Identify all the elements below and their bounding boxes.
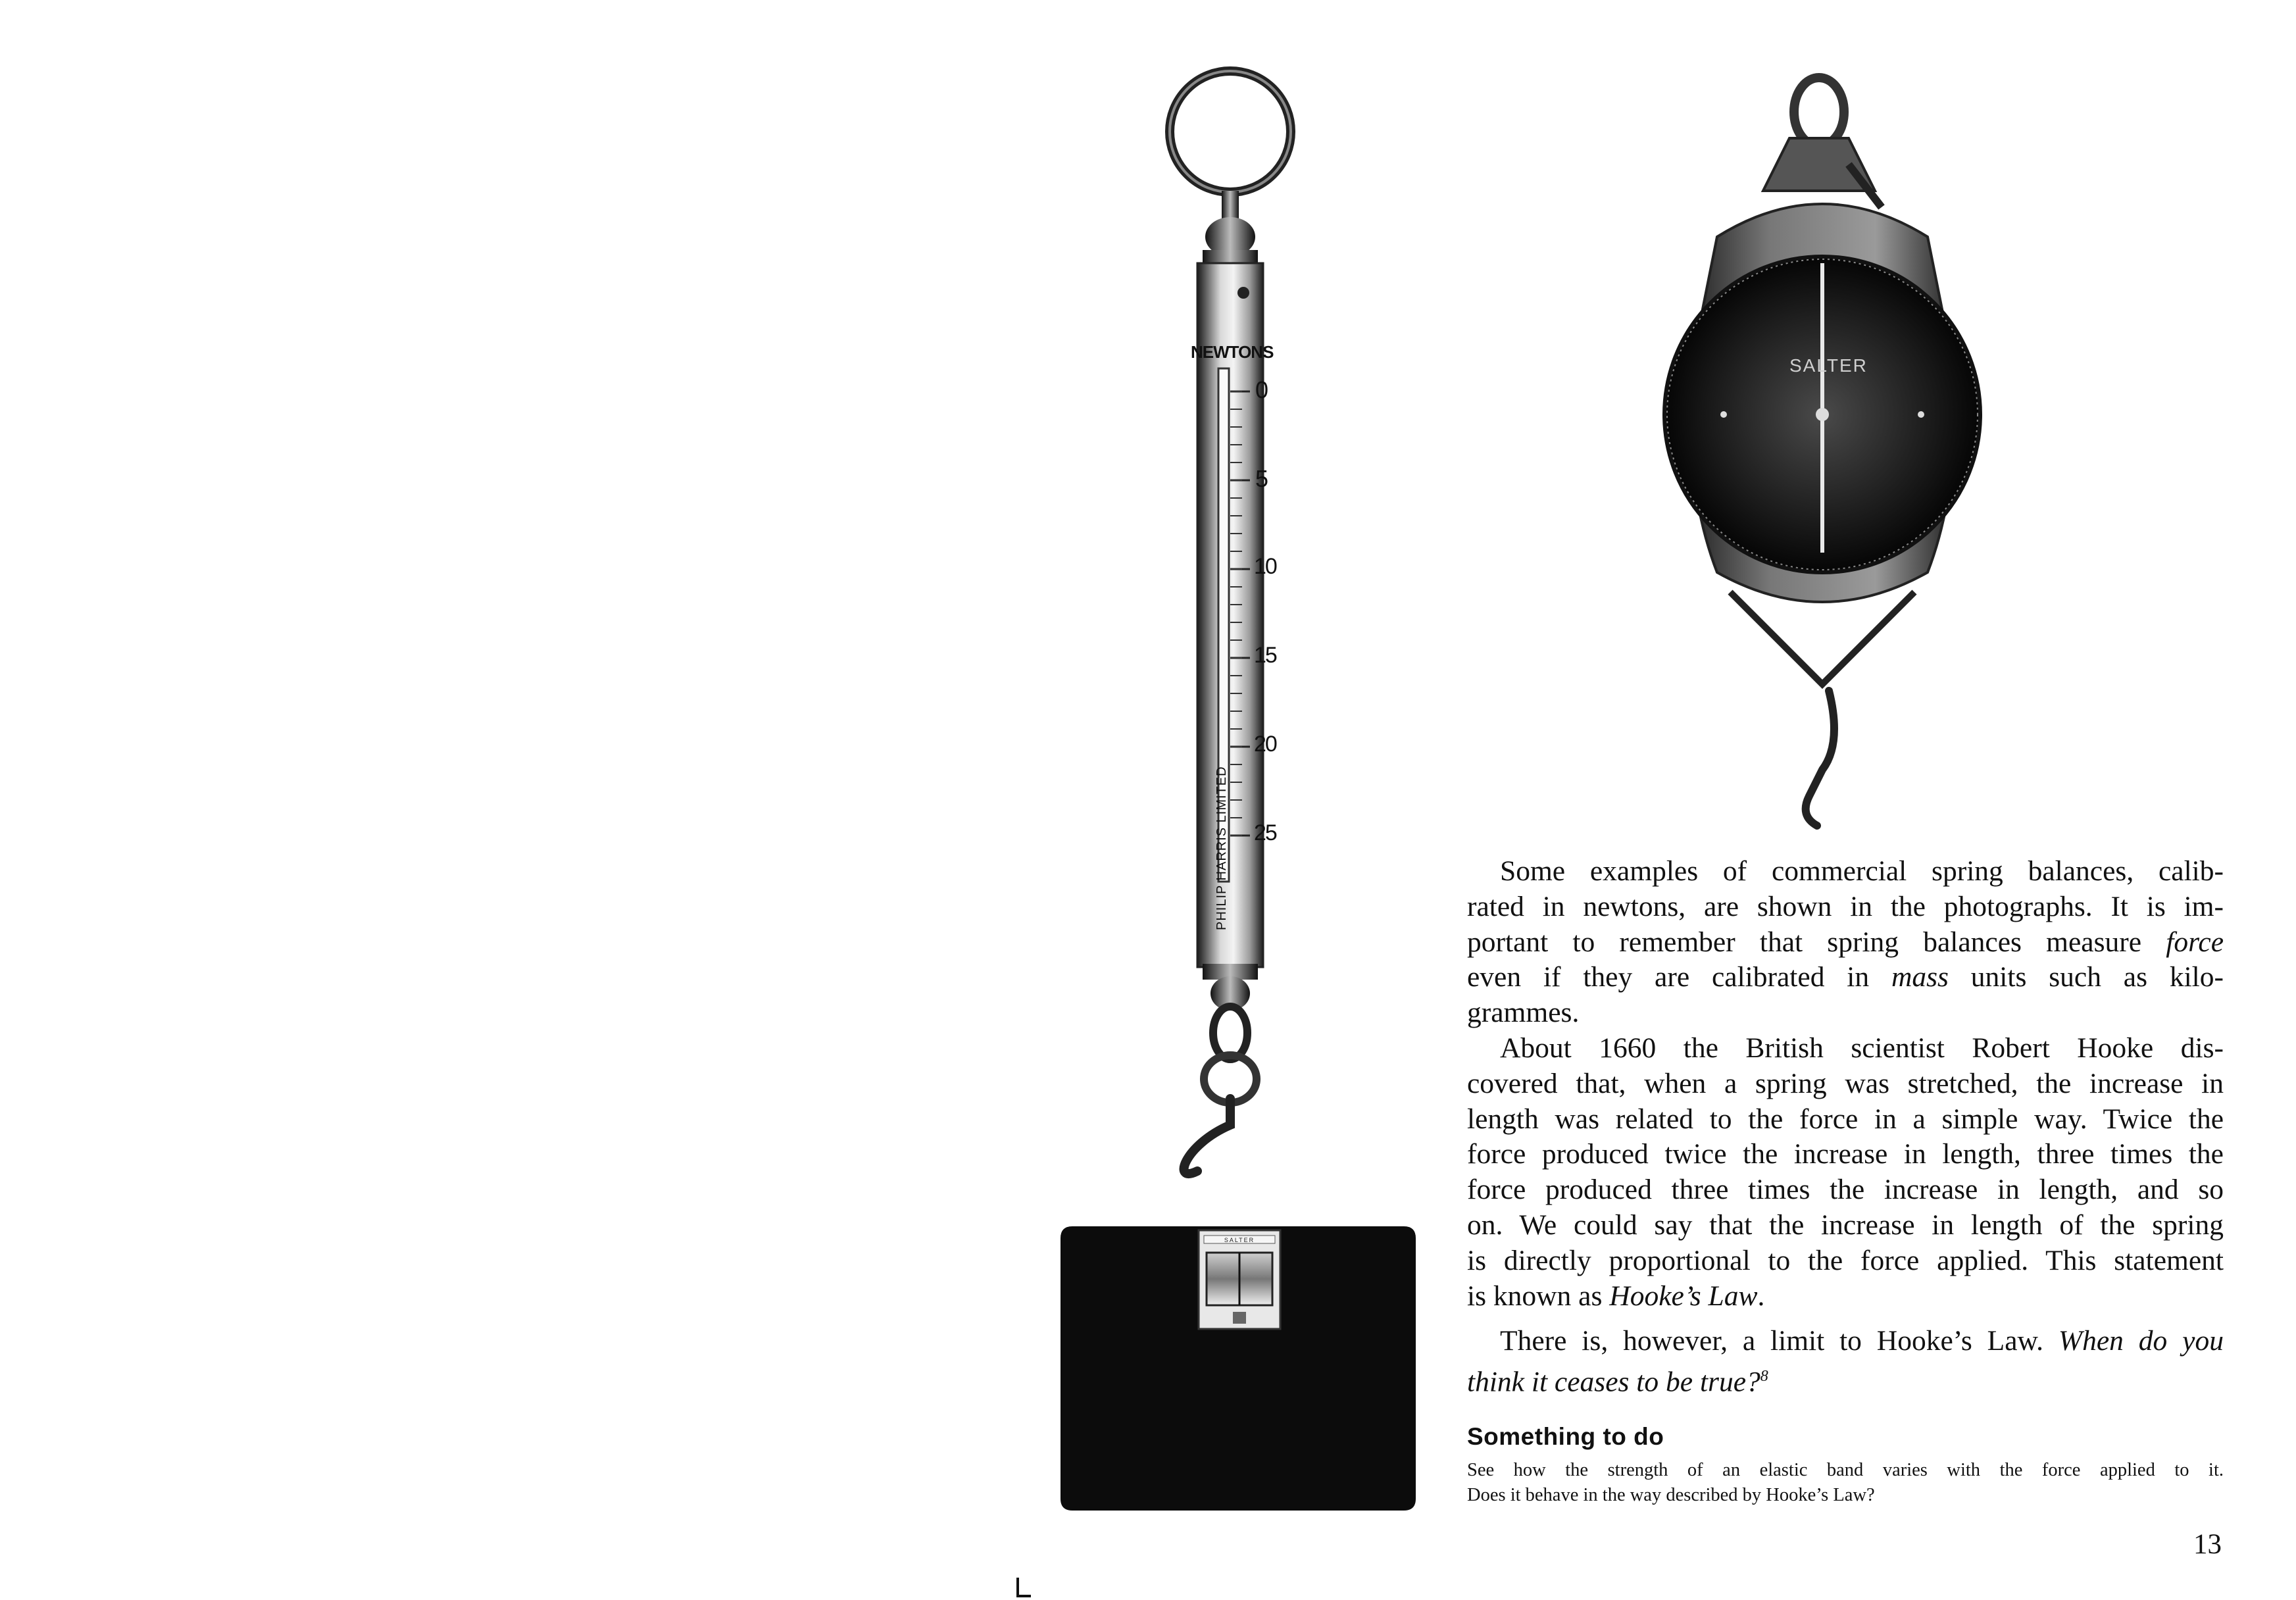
crop-mark-foot <box>1016 1595 1031 1597</box>
para2-line-4: force produced twice the increase in length, three times the <box>1467 1138 2224 1170</box>
footnote-marker: 8 <box>1760 1367 1768 1385</box>
para3-question-part2: think it ceases to be true? <box>1467 1366 1760 1398</box>
hookes-law-term: Hooke’s Law <box>1609 1280 1758 1312</box>
activity-line-1: See how the strength of an elastic band varies with the force applied to it. <box>1467 1460 2224 1480</box>
activity-text <box>1467 1458 2224 1508</box>
activity-line-2: Does it behave in the way described by Hooke’s Law? <box>1467 1485 1875 1505</box>
dial-brand-text: SALTER <box>1789 355 1868 376</box>
para1-line-4a: even if they are calibrated in <box>1467 961 1891 993</box>
bathroom-scale-photo <box>1061 1226 1416 1511</box>
para2-line-7: is directly proportional to the force applied. This statement <box>1467 1244 2224 1276</box>
para2-line-8 <box>1467 1279 2224 1314</box>
paragraph-1 <box>1467 854 2224 1031</box>
spring-balance-photo <box>1145 53 1329 1184</box>
crop-mark <box>1016 1578 1019 1596</box>
para2-line-3: length was related to the force in a simple way. Twice the <box>1467 1103 2224 1135</box>
para1-line-4b: units such as kilo- <box>1948 961 2224 993</box>
word-mass: mass <box>1891 961 1949 993</box>
para2-line-1: About 1660 the British scientist Robert Hooke dis- <box>1500 1032 2224 1064</box>
para2-line-8-text: is known as <box>1467 1280 1610 1312</box>
para2-line-2: covered that, when a spring was stretched, the increase in <box>1467 1067 2224 1099</box>
para3-question-part1: When do you <box>2058 1325 2224 1357</box>
page-number: 13 <box>2193 1529 2222 1560</box>
section-heading: Something to do <box>1467 1423 1664 1450</box>
tube-scale-label-20: 20 <box>1254 732 1276 757</box>
para1-line-1: Some examples of commercial spring balances, calib- <box>1500 855 2224 887</box>
tube-scale-label-25: 25 <box>1254 820 1276 845</box>
tube-brand-text: PHILIP HARRIS LIMITED <box>1214 766 1229 930</box>
para2-period: . <box>1757 1280 1765 1312</box>
para3-line-1-text: There is, however, a limit to Hooke’s Law. <box>1500 1325 2059 1357</box>
tube-scale-label-5: 5 <box>1255 465 1269 492</box>
para3-line-2 <box>1467 1359 2224 1400</box>
paragraph-3 <box>1467 1324 2224 1400</box>
paragraph-2 <box>1467 1031 2224 1314</box>
para1-line-4 <box>1467 960 2224 995</box>
tube-scale-label-10: 10 <box>1254 554 1276 579</box>
tube-unit-label: NEWTONS <box>1191 342 1274 362</box>
para1-line-3-text: portant to remember that spring balances measure <box>1467 926 2166 958</box>
para2-line-5: force produced three times the increase in length, and so <box>1467 1174 2224 1206</box>
word-force: force <box>2166 926 2224 958</box>
para3-line-1 <box>1467 1324 2224 1359</box>
bathroom-scale-brand: SALTER <box>1224 1237 1255 1243</box>
dial-balance-photo <box>1645 26 2000 855</box>
tube-scale-label-0: 0 <box>1255 376 1269 403</box>
para1-line-5: grammes. <box>1467 997 1580 1029</box>
para1-line-2: rated in newtons, are shown in the photographs. It is im- <box>1467 890 2224 922</box>
para1-line-3 <box>1467 925 2224 961</box>
tube-scale-label-15: 15 <box>1254 643 1276 668</box>
para2-line-6: on. We could say that the increase in length of the spring <box>1467 1209 2224 1241</box>
